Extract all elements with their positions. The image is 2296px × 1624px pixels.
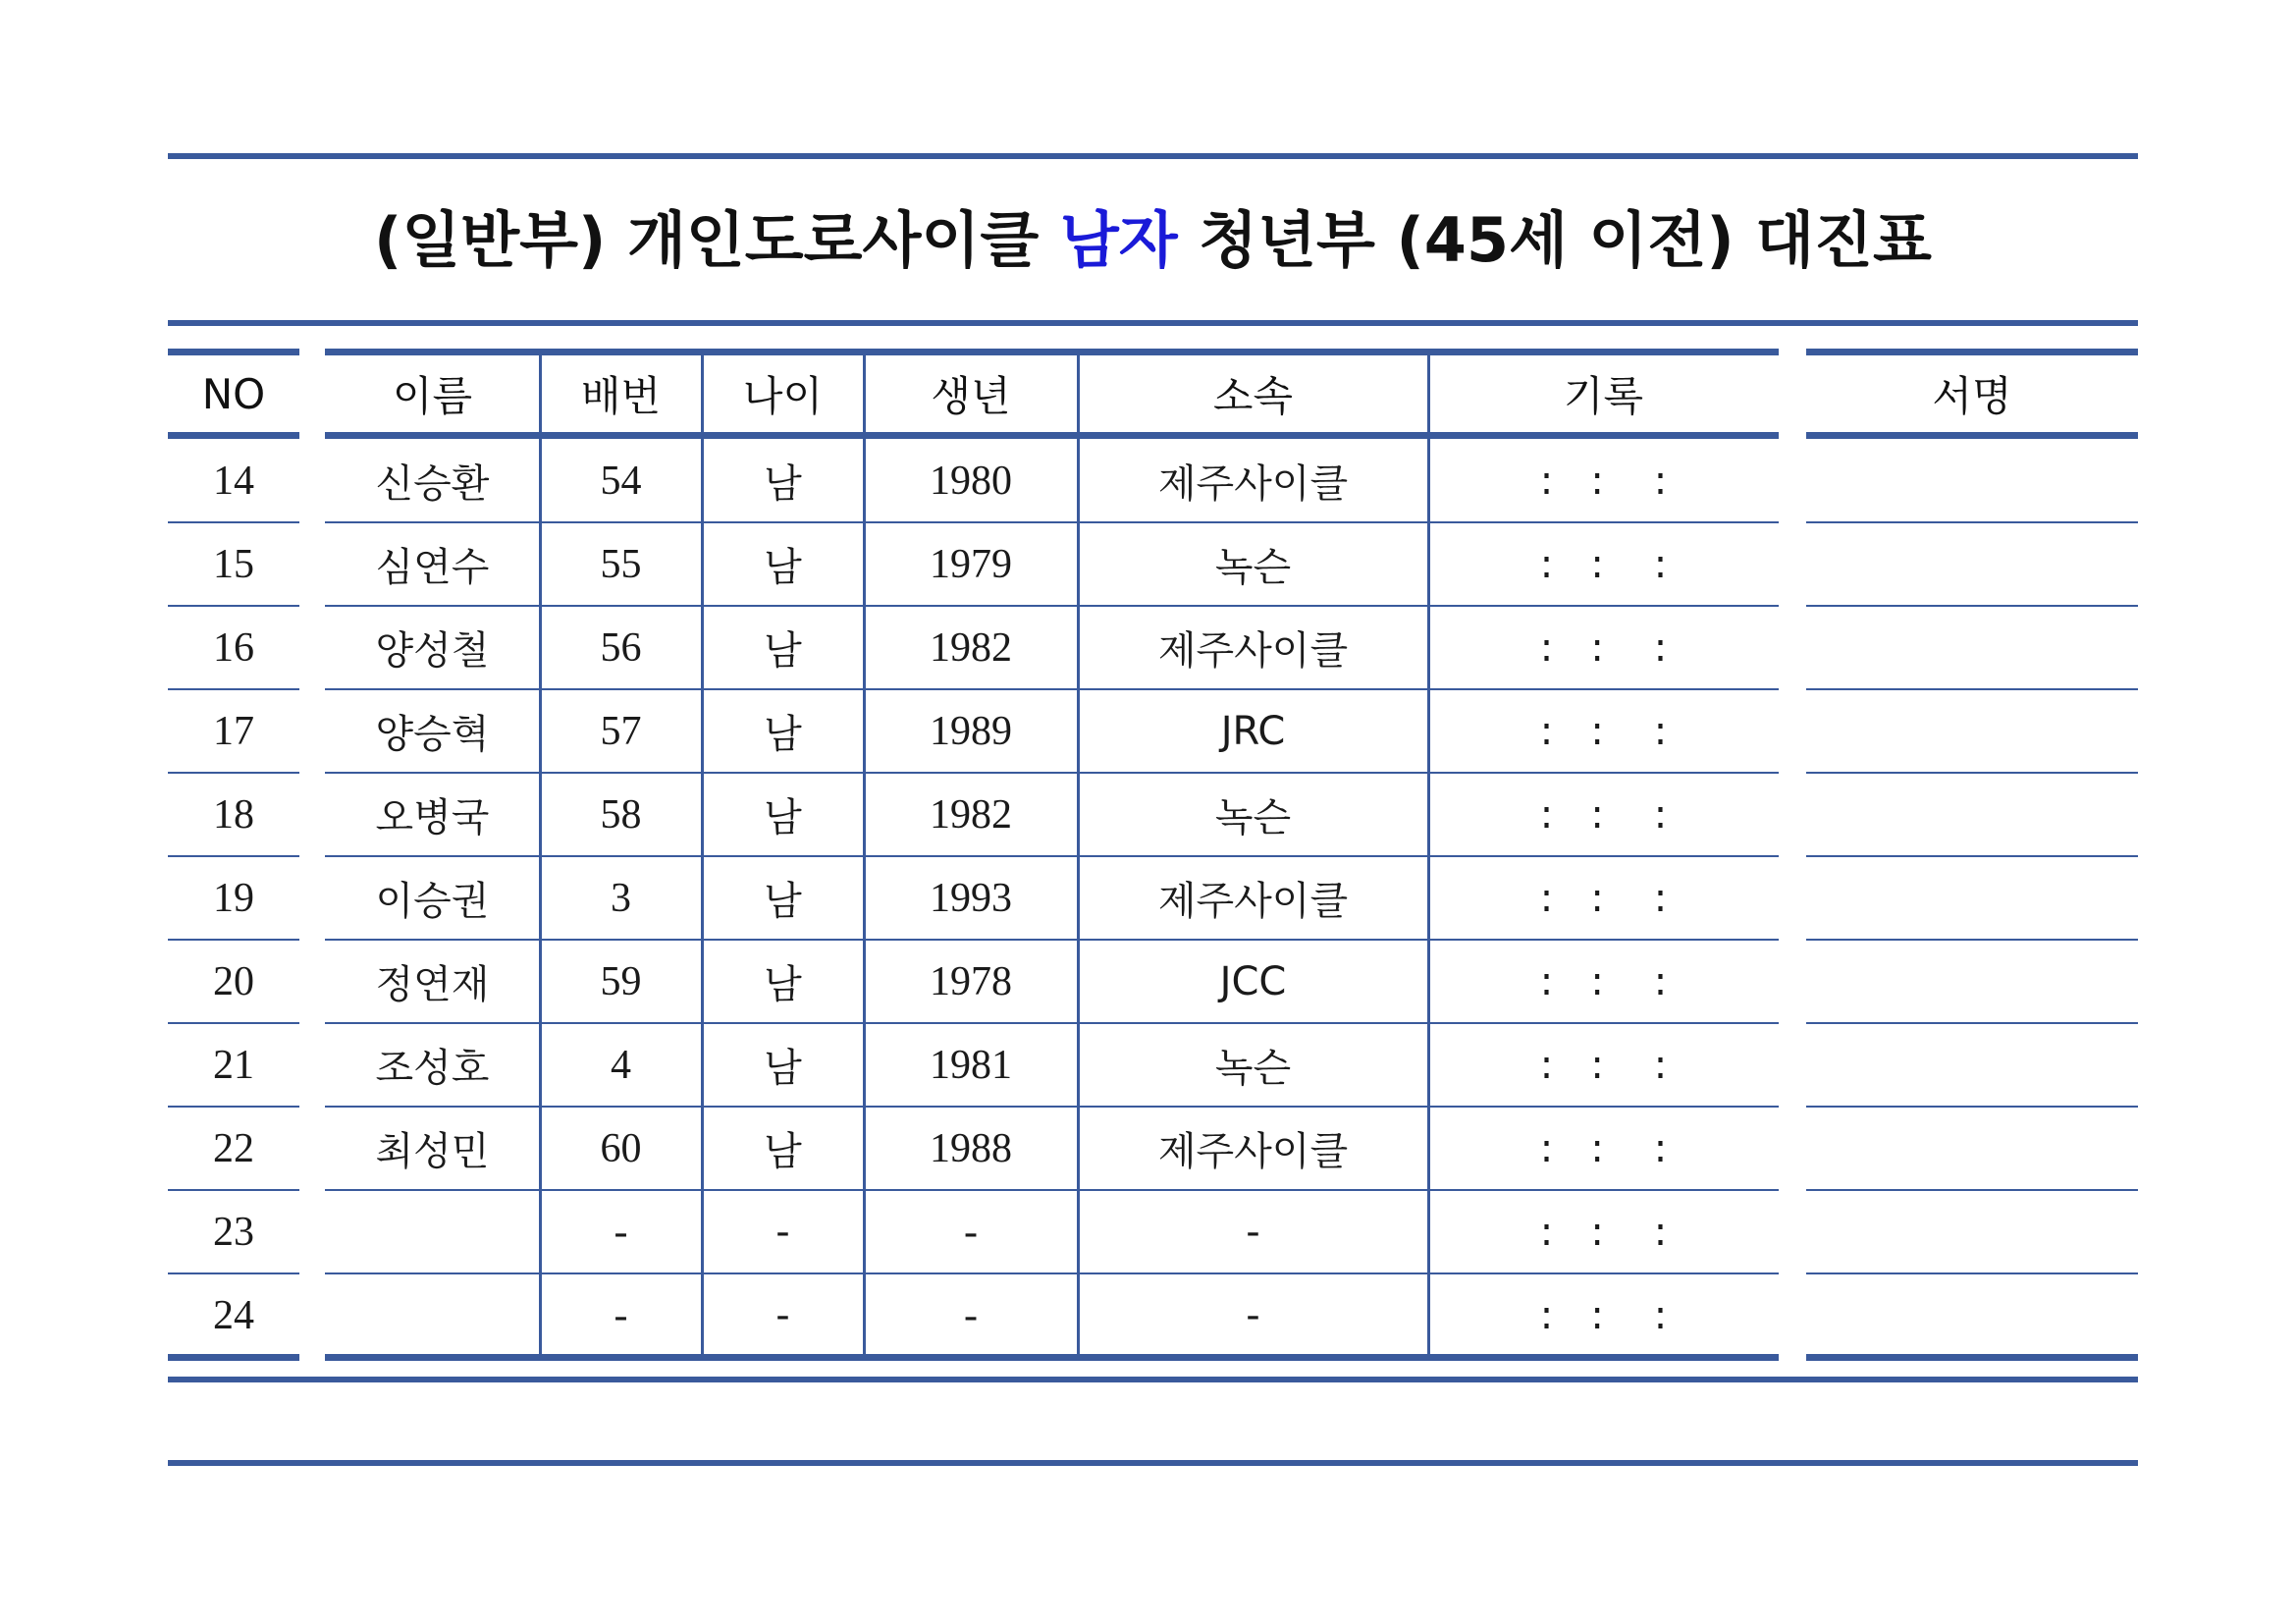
row-team: 녹슨 [1214,795,1292,840]
row-record: : : : [1539,791,1668,838]
row-bib: - [614,1209,628,1255]
row-signature [1806,1273,2138,1357]
row-bib: 58 [600,791,642,838]
row-record: : : : [1539,1209,1668,1255]
row-record: : : : [1539,1125,1668,1171]
header-1: 이름 [392,372,473,420]
row-birth-year: 1989 [930,708,1012,754]
row-gender: - [775,1209,790,1255]
header-3: 나이 [742,372,824,420]
row-no: 24 [213,1292,254,1338]
row-record: : : : [1539,1042,1668,1088]
row-team: 제주사이클 [1157,879,1349,924]
row-signature [1806,773,2138,856]
row-gender: 남 [764,1046,802,1091]
row-name: 조성호 [375,1046,490,1091]
title-accent: 남자 [1059,204,1178,276]
row-no: 22 [213,1125,254,1171]
header-bottom-rule [325,432,1779,439]
row-signature [1806,439,2138,522]
row-team: JCC [1219,958,1287,1004]
row-name: 오병국 [375,795,490,840]
row-record: : : : [1539,458,1668,504]
row-bib: 4 [611,1042,631,1088]
row-no: 16 [213,624,254,671]
row-no: 20 [213,958,254,1004]
row-birth-year: - [964,1209,978,1255]
row-birth-year: 1978 [930,958,1012,1004]
header-5: 소속 [1212,372,1294,420]
row-signature [1806,606,2138,689]
title-rule-bottom [168,320,2138,326]
row-record: : : : [1539,708,1668,754]
row-name: 정연재 [375,962,490,1007]
row-name: 신승환 [375,461,490,507]
row-bib: 59 [600,958,642,1004]
row-birth-year: 1993 [930,875,1012,921]
row-team: - [1246,1209,1260,1255]
row-team: 녹슨 [1214,1046,1292,1091]
row-team: 제주사이클 [1157,1129,1349,1174]
header-6: 기록 [1563,372,1644,420]
row-signature [1806,1023,2138,1107]
row-bib: 57 [600,708,642,754]
row-record: : : : [1539,875,1668,921]
row-bib: 54 [600,458,642,504]
row-birth-year: 1988 [930,1125,1012,1171]
row-signature [1806,689,2138,773]
row-name [325,1273,540,1357]
row-name: 심연수 [375,545,490,590]
row-signature [1806,940,2138,1023]
row-birth-year: 1981 [930,1042,1012,1088]
row-gender: 남 [764,1129,802,1174]
row-record: : : : [1539,958,1668,1004]
row-team: JRC [1220,708,1286,754]
title-suffix: 청년부 (45세 이전) 대진표 [1177,204,1932,276]
row-name: 양성철 [375,628,490,674]
row-gender: - [775,1292,790,1338]
row-birth-year: 1982 [930,624,1012,671]
row-record: : : : [1539,624,1668,671]
row-birth-year: 1980 [930,458,1012,504]
row-record: : : : [1539,541,1668,587]
row-signature [1806,1107,2138,1190]
row-no: 23 [213,1209,254,1255]
header-top-rule [1806,349,2138,355]
row-no: 21 [213,1042,254,1088]
row-no: 15 [213,541,254,587]
row-gender: 남 [764,461,802,507]
page-title [168,187,2138,295]
row-no: 19 [213,875,254,921]
row-team: - [1246,1292,1260,1338]
row-gender: 남 [764,545,802,590]
row-no: 14 [213,458,254,504]
header-top-rule [325,349,1779,355]
row-birth-year: 1982 [930,791,1012,838]
row-team: 제주사이클 [1157,461,1349,507]
row-name: 이승권 [375,879,490,924]
row-gender: 남 [764,962,802,1007]
header-bottom-rule [1806,432,2138,439]
row-no: 17 [213,708,254,754]
row-signature [1806,1190,2138,1273]
footer-rule-bottom [168,1460,2138,1466]
row-team: 녹슨 [1214,545,1292,590]
row-gender: 남 [764,628,802,674]
row-no: 18 [213,791,254,838]
title-prefix: (일반부) 개인도로사이클 [374,204,1060,276]
row-gender: 남 [764,879,802,924]
row-bib: - [614,1292,628,1338]
row-gender: 남 [764,712,802,757]
header-top-rule [168,349,299,355]
header-0: NO [201,369,266,418]
row-name: 양승혁 [375,712,490,757]
header-4: 생년 [931,372,1011,420]
row-record: : : : [1539,1292,1668,1338]
row-bib: 3 [611,875,631,921]
title-rule-top [168,153,2138,159]
row-birth-year: 1979 [930,541,1012,587]
footer-rule-top [168,1377,2138,1382]
row-bib: 56 [600,624,642,671]
row-bib: 55 [600,541,642,587]
row-signature [1806,856,2138,940]
row-gender: 남 [764,795,802,840]
row-name: 최성민 [375,1129,490,1174]
row-signature [1806,522,2138,606]
row-birth-year: - [964,1292,978,1338]
header-bottom-rule [168,432,299,439]
header-7: 서명 [1932,372,2012,420]
row-team: 제주사이클 [1157,628,1349,674]
row-name [325,1190,540,1273]
header-2: 배번 [580,372,662,420]
row-bib: 60 [600,1125,642,1171]
